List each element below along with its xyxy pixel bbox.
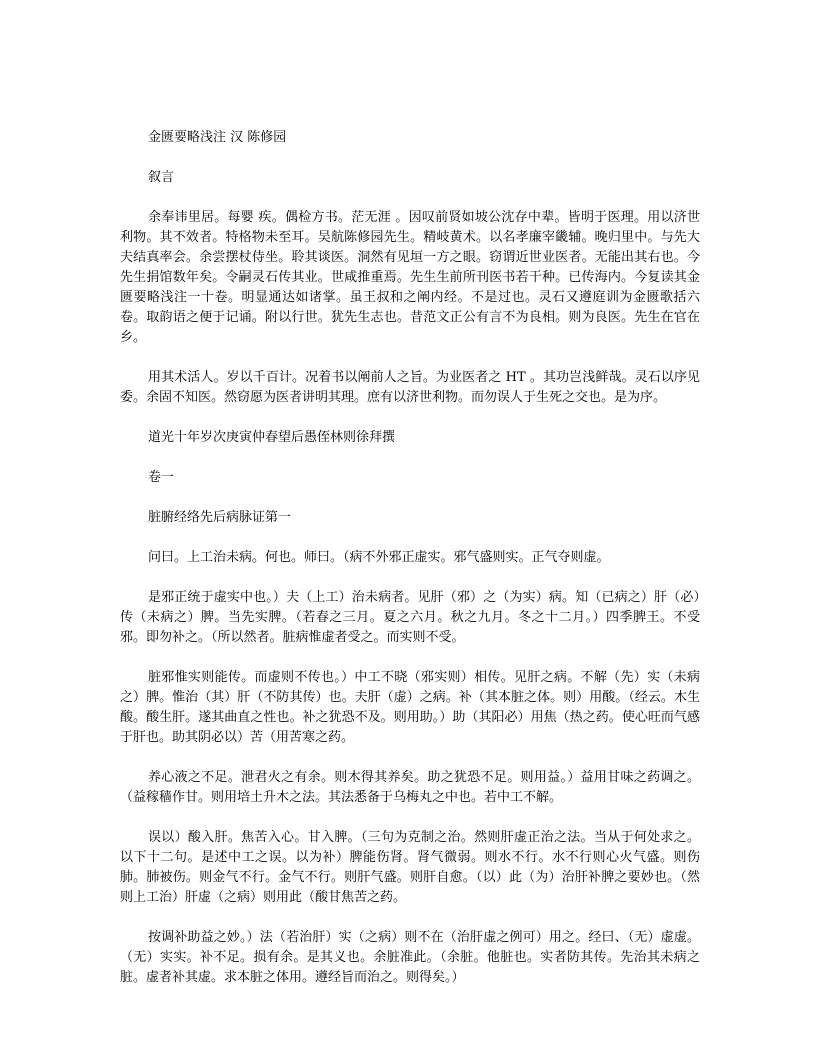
volume-heading: 卷一 xyxy=(148,470,175,485)
body-paragraph: 养心液之不足。泄君火之有余。则木得其养矣。助之犹恐不足。则用益。）益用甘味之药调之。（益稼穑作甘。则用培土升木之法。其法悉备于乌梅丸之中也。若中工不解。 xyxy=(120,770,700,805)
body-paragraph: 问曰。上工治未病。何也。师曰。（病不外邪正虚实。邪气盛则实。正气夺则虚。 xyxy=(148,550,610,565)
preface-paragraph: 用其术活人。岁以千百计。况着书以阐前人之旨。为业医者之 HT 。其功岂浅鲜哉。灵石以序见委。余固不知医。然窃愿为医者讲明其理。庶有以济世利物。而勿误人于生死之交也。是为序。 xyxy=(120,370,700,405)
preface-signature: 道光十年岁次庚寅仲春望后愚侄林则徐拜撰 xyxy=(148,430,396,445)
document-title: 金匮要略浅注 汉 陈修园 xyxy=(148,130,287,145)
preface-heading: 叙言 xyxy=(148,170,175,185)
body-paragraph: 按调补助益之妙。）法（若治肝）实（之病）则不在（治肝虚之例可）用之。经曰、（无）虚虚。（无）实实。补不足。损有余。是其义也。余脏准此。（余脏。他脏也。实者防其传。先治其未病之脏。虚者补其虚。求本脏之体用。遵经旨而治之。则得矣。） xyxy=(120,930,700,985)
body-paragraph: 是邪正统于虚实中也。）夫（上工）治未病者。见肝（邪）之（为实）病。知（已病之）肝（必）传（未病之）脾。当先实脾。（若春之三月。夏之六月。秋之九月。冬之十二月。）四季脾王。不受邪。即勿补之。（所以然者。脏病惟虚者受之。而实则不受。 xyxy=(120,590,700,645)
document-page xyxy=(120,128,700,1008)
preface-paragraph: 余奉讳里居。每婴 疾。偶检方书。茫无涯 。因叹前贤如坡公沈存中辈。皆明于医理。用以济世利物。其不效者。特格物未至耳。吴航陈修园先生。精岐黄术。以名孝廉宰畿辅。晚归里中。与先大夫结真率会。余尝摆杖侍坐。聆其谈医。洞然有见垣一方之眼。窃谓近世业医者。无能出其右也。今先生捐馆数年矣。令嗣灵石传其业。世咸推重焉。先生生前所刊医书若干种。已传海内。今复读其金匮要略浅注一十卷。明显通达如诸掌。虽王叔和之阐内经。不是过也。灵石又遵庭训为金匮歌括六卷。取韵语之便于记诵。附以行世。犹先生志也。昔范文正公有言不为良相。则为良医。先生在官在乡。 xyxy=(120,210,700,345)
body-paragraph: 脏邪惟实则能传。而虚则不传也。）中工不晓（邪实则）相传。见肝之病。不解（先）实（未病之）脾。惟治（其）肝（不防其传）也。夫肝（虚）之病。补（其本脏之体。则）用酸。（经云。木生酸。酸生肝。遂其曲直之性也。补之犹恐不及。则用助。）助（其阳必）用焦（热之药。使心旺而气感于肝也。助其阴必以）苦（用苦寒之药。 xyxy=(120,670,700,745)
body-paragraph: 误以）酸入肝。焦苦入心。甘入脾。（三句为克制之治。然则肝虚正治之法。当从于何处求之。以下十二句。是述中工之误。以为补）脾能伤肾。肾气微弱。则水不行。水不行则心火气盛。则伤肺。肺被伤。则金气不行。金气不行。则肝气盛。则肝自愈。（以）此（为）治肝补脾之要妙也。（然则上工治）肝虚（之病）则用此（酸甘焦苦之药。 xyxy=(120,830,700,905)
chapter-heading: 脏腑经络先后病脉证第一 xyxy=(148,510,292,525)
